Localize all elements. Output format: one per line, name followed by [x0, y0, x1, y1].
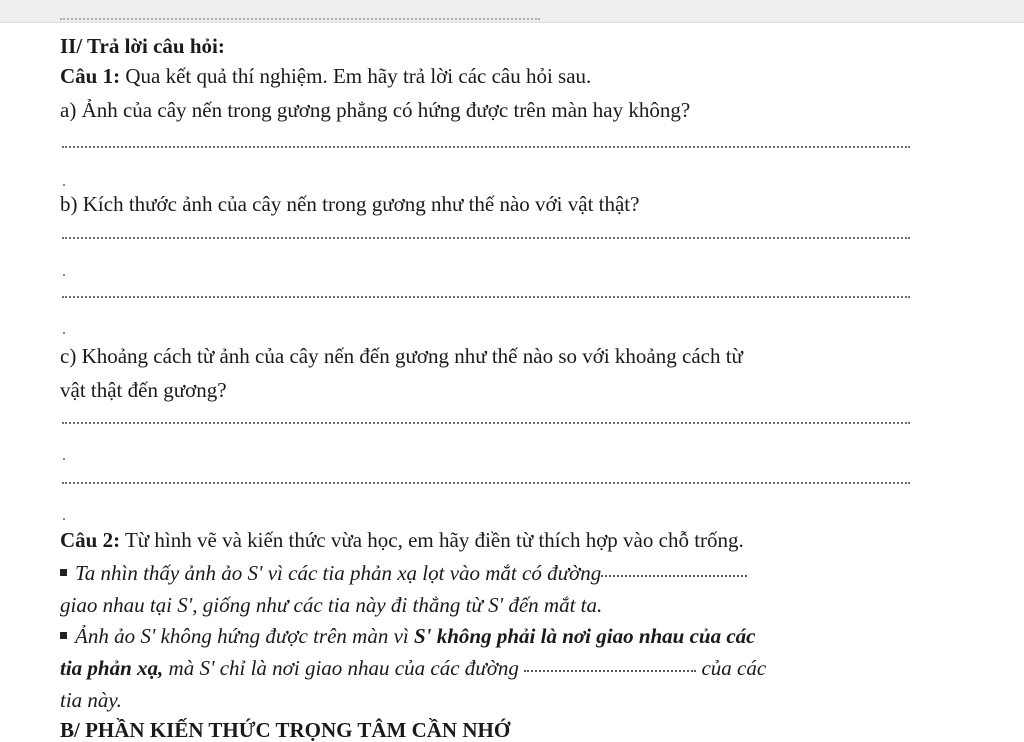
- question-1c-line1: c) Khoảng cách từ ảnh của cây nến đến gương như thế nào so với khoảng cách từ: [60, 344, 743, 368]
- bullet-2-line2-bold: tia phản xạ,: [60, 656, 164, 680]
- cropped-previous-line: [60, 12, 540, 20]
- question-1c-line2: vật thật đến gương?: [60, 378, 227, 402]
- browser-top-strip: [0, 0, 1024, 23]
- answer-line-1b-1[interactable]: [62, 237, 910, 239]
- answer-dot: .: [62, 447, 66, 464]
- bullet-2-line2-text: mà S' chỉ là nơi giao nhau của các đường: [163, 656, 525, 680]
- answer-dot: .: [62, 263, 66, 280]
- bullet-square: [60, 632, 67, 639]
- answer-line-1c-2[interactable]: [62, 482, 910, 484]
- question-2-bullet-2-line3: tia này.: [60, 688, 122, 712]
- question-2-bullet-2-line2: [60, 656, 766, 680]
- question-2-bullet-1-line2: giao nhau tại S', giống như các tia này đi thẳng từ S' đến mắt ta.: [60, 593, 603, 617]
- question-2: [60, 528, 744, 552]
- section-heading: II/ Trả lời câu hỏi:: [60, 34, 225, 58]
- question-1b: b) Kích thước ảnh của cây nến trong gương như thế nào với vật thật?: [60, 192, 640, 216]
- answer-line-1a[interactable]: [62, 146, 910, 148]
- answer-line-1c-1[interactable]: [62, 422, 910, 424]
- question-2-label: Câu 2:: [60, 528, 121, 552]
- bullet-1-text: Ta nhìn thấy ảnh ảo S' vì các tia phản xạ lọt vào mắt có đường: [75, 561, 602, 585]
- fill-blank-1[interactable]: [601, 574, 747, 577]
- answer-dot: .: [62, 173, 66, 190]
- question-2-bullet-1-line1: [60, 561, 747, 585]
- section-b-heading: B/ PHẦN KIẾN THỨC TRỌNG TÂM CẦN NHỚ: [60, 718, 511, 742]
- bullet-2-text: Ảnh ảo S' không hứng được trên màn vì: [75, 624, 414, 648]
- question-1a: a) Ảnh của cây nến trong gương phẳng có hứng được trên màn hay không?: [60, 98, 691, 122]
- answer-line-1b-2[interactable]: [62, 296, 910, 298]
- question-1-text: Qua kết quả thí nghiệm. Em hãy trả lời các câu hỏi sau.: [120, 64, 592, 88]
- bullet-2-line2-end: của các: [696, 656, 767, 680]
- answer-dot: .: [62, 507, 66, 524]
- answer-dot: .: [62, 321, 66, 338]
- question-1: [60, 64, 591, 88]
- fill-blank-2[interactable]: [524, 669, 696, 672]
- question-1-label: Câu 1:: [60, 64, 121, 88]
- bullet-2-bold-text: S' không phải là nơi giao nhau của các: [413, 624, 756, 648]
- bullet-square: [60, 569, 67, 576]
- question-2-text: Từ hình vẽ và kiến thức vừa học, em hãy điền từ thích hợp vào chỗ trống.: [120, 528, 744, 552]
- question-2-bullet-2-line1: [60, 624, 756, 648]
